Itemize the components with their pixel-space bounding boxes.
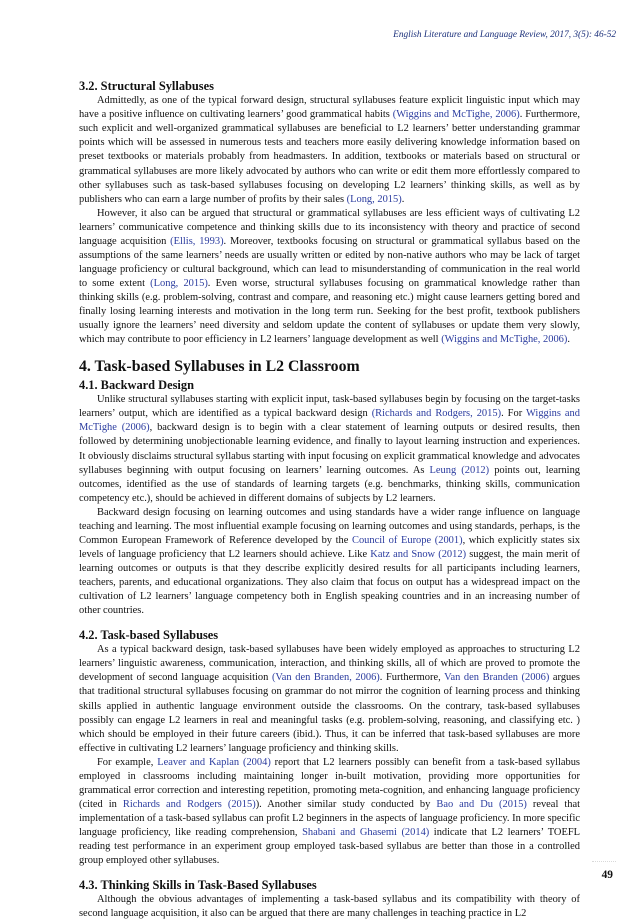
citation-link[interactable]: (Long, 2015) bbox=[346, 193, 402, 205]
citation-link[interactable]: Council of Europe (2001) bbox=[352, 534, 463, 546]
citation-link[interactable]: Bao and Du (2015) bbox=[436, 798, 527, 810]
citation-link[interactable]: (Ellis, 1993) bbox=[170, 235, 224, 247]
citation-link[interactable]: (Wiggins and McTighe, 2006) bbox=[392, 109, 520, 121]
citation-link[interactable]: Leung (2012) bbox=[429, 464, 490, 476]
paragraph: Backward design focusing on learning outcomes and using standards have a wider range influence on language teaching and learning. The most influential example focusing on learning outcomes and using standards, perhaps, is the Common European Framework of Reference developed by the Council of Europe (2001), which explicitly states six levels of language proficiency that L2 learners should achieve. Like Katz and Snow (2012) suggest, the main merit of learning outcomes or outputs is that they describe explicitly desired results for all participants including learners, teachers, parents, and educational organizations. They also claim that focus on output has a widespread impact on the cultivation of L2 learners’ language competency both in English speaking countries and in an increasing number of other countries. bbox=[79, 506, 580, 617]
citation-link[interactable]: Richards and Rodgers (2015) bbox=[122, 798, 256, 810]
section-heading-4-3: 4.3. Thinking Skills in Task-Based Syllabuses bbox=[79, 878, 317, 893]
citation-link[interactable]: Van den Branden (2006) bbox=[444, 672, 550, 684]
paragraph: As a typical backward design, task-based syllabuses have been widely employed as approaches to structuring L2 learners’ linguistic awareness, communication, interaction, and thinking skills, all of which are proved to promote the development of second language acquisition (Van den Branden, 2006). Furthermore, Van den Branden (2006) argues that traditional structural syllabuses focusing on grammar do not mirror the cognition of learning process and thinking skills applied in authentic language environment outside the classrooms. On the contrary, task-based syllabuses possibly can engage L2 learners in real and meaningful tasks (e.g. problem-solving, reasoning, and classifying etc. ) which should be employed in their future careers (ibid.). Thus, it can be inferred that task-based syllabuses are more effective in cultivating L2 learners’ language proficiency and thinking skills. bbox=[79, 644, 580, 754]
paragraph: Unlike structural syllabuses starting with explicit input, task-based syllabuses begin by focusing on the target-tasks learners’ output, which are identified as a typical backward design (Richards and Rodgers, 2015). For Wiggins and McTighe (2006), backward design is to begin with a clear statement of learning outputs or desired results, then followed by determining unobjectionable learning evidence, and finally to layout learning instruction and experiences. It obviously disclaims structural syllabus starting with input focusing on explicit grammatical knowledge and advocates syllabuses beginning with output focusing on learners’ learning outcomes. As Leung (2012) points out, learning outcomes, identified as the use of standards of learning targets (e.g. benchmarks, thinking skills, communication competency etc.), should be achieved in different domains of subjects by L2 learners. bbox=[79, 394, 581, 504]
citation-link[interactable]: Shabani and Ghasemi (2014) bbox=[302, 826, 430, 838]
paragraph: Although the obvious advantages of implementing a task-based syllabus and its compatibility with theory of second language acquisition, it also can be argued that there are many challenges in teaching practice in L2 bbox=[79, 894, 580, 920]
page-number: 49 bbox=[601, 869, 613, 881]
paragraph: Admittedly, as one of the typical forward design, structural syllabuses feature explicit linguistic input which may have a positive influence on cultivating learners’ good grammatical habits (Wiggins and McTighe, 2006). Furthermore, such explicit and well-organized grammatical syllabuses are beneficial to L2 learners’ better understanding grammar points which will be assessed in numerous tests and teachers more easily delivering knowledge information based on preset textbooks or materials probably from headmasters. In addition, textbooks or materials based on structural or grammatical syllabuses are more likely advocated by authors who can write or edit them more effortlessly compared to other syllabuses such as task-based syllabuses focusing on developing L2 learners’ thinking skills, as well as by publishers who can earn a large number of profits by their sales (Long, 2015). bbox=[79, 95, 580, 205]
section-heading-4: 4. Task-based Syllabuses in L2 Classroom bbox=[79, 358, 360, 376]
section-heading-4-2: 4.2. Task-based Syllabuses bbox=[79, 628, 219, 643]
section-heading-4-1: 4.1. Backward Design bbox=[79, 378, 194, 393]
citation-link[interactable]: Katz and Snow (2012) bbox=[370, 548, 467, 560]
citation-link[interactable]: Wiggins and McTighe (2006) bbox=[79, 408, 580, 434]
citation-link[interactable]: (Van den Branden, 2006) bbox=[271, 672, 380, 684]
page-number-divider bbox=[592, 861, 616, 862]
section-heading-3-2: 3.2. Structural Syllabuses bbox=[79, 79, 214, 93]
citation-link[interactable]: (Long, 2015) bbox=[150, 277, 208, 289]
running-head: English Literature and Language Review, 2017, 3(5): 46-52 bbox=[393, 30, 616, 40]
article-body bbox=[79, 79, 580, 921]
paragraph: For example, Leaver and Kaplan (2004) report that L2 learners possibly can benefit from a task-based syllabus employed in classrooms including maintaining longer in-built motivation, providing more opportunities for grammatical error correction and interesting repetition, promoting meta-cognition, and enhancing language proficiency (cited in Richards and Rodgers (2015)). Another similar study conducted by Bao and Du (2015) reveal that implementation of a task-based syllabus can profit L2 beginners in the aspects of language proficiency. In more specific language proficiency, like reading comprehension, Shabani and Ghasemi (2014) indicate that L2 learners’ TOEFL reading test performance in an experiment group employed task-based syllabus are better than those in a controlled group employed other syllabuses. bbox=[79, 756, 580, 867]
citation-link[interactable]: Leaver and Kaplan (2004) bbox=[157, 756, 271, 768]
citation-link[interactable]: (Wiggins and McTighe, 2006) bbox=[441, 334, 568, 346]
citation-link[interactable]: (Richards and Rodgers, 2015) bbox=[371, 408, 502, 420]
paragraph: However, it also can be argued that structural or grammatical syllabuses are less efficient ways of cultivating L2 learners’ communicative competence and thinking skills due to its inconsistency with theory and practice of second language acquisition (Ellis, 1993). Moreover, textbooks focusing on structural or grammatical syllabus based on the assumptions of the same learners’ needs are usually written or edited by non-native authors who may be lack of target language proficiency or cultural background, which can lead to misunderstanding of communication in the real world to some extent (Long, 2015). Even worse, structural syllabuses focusing on grammatical knowledge rather than thinking skills (e.g. problem-solving, contrast and compare, and reasoning etc.) might cause learners getting bored and finally losing learning interests and motivation in the long term run. Seeking for the best profit, textbook publishers usually ignore the learners’ need diversity and seldom update the content of syllabuses or update them very slowly, which may contribute to poor efficiency in L2 learners’ language development as well (Wiggins and McTighe, 2006). bbox=[79, 207, 581, 346]
